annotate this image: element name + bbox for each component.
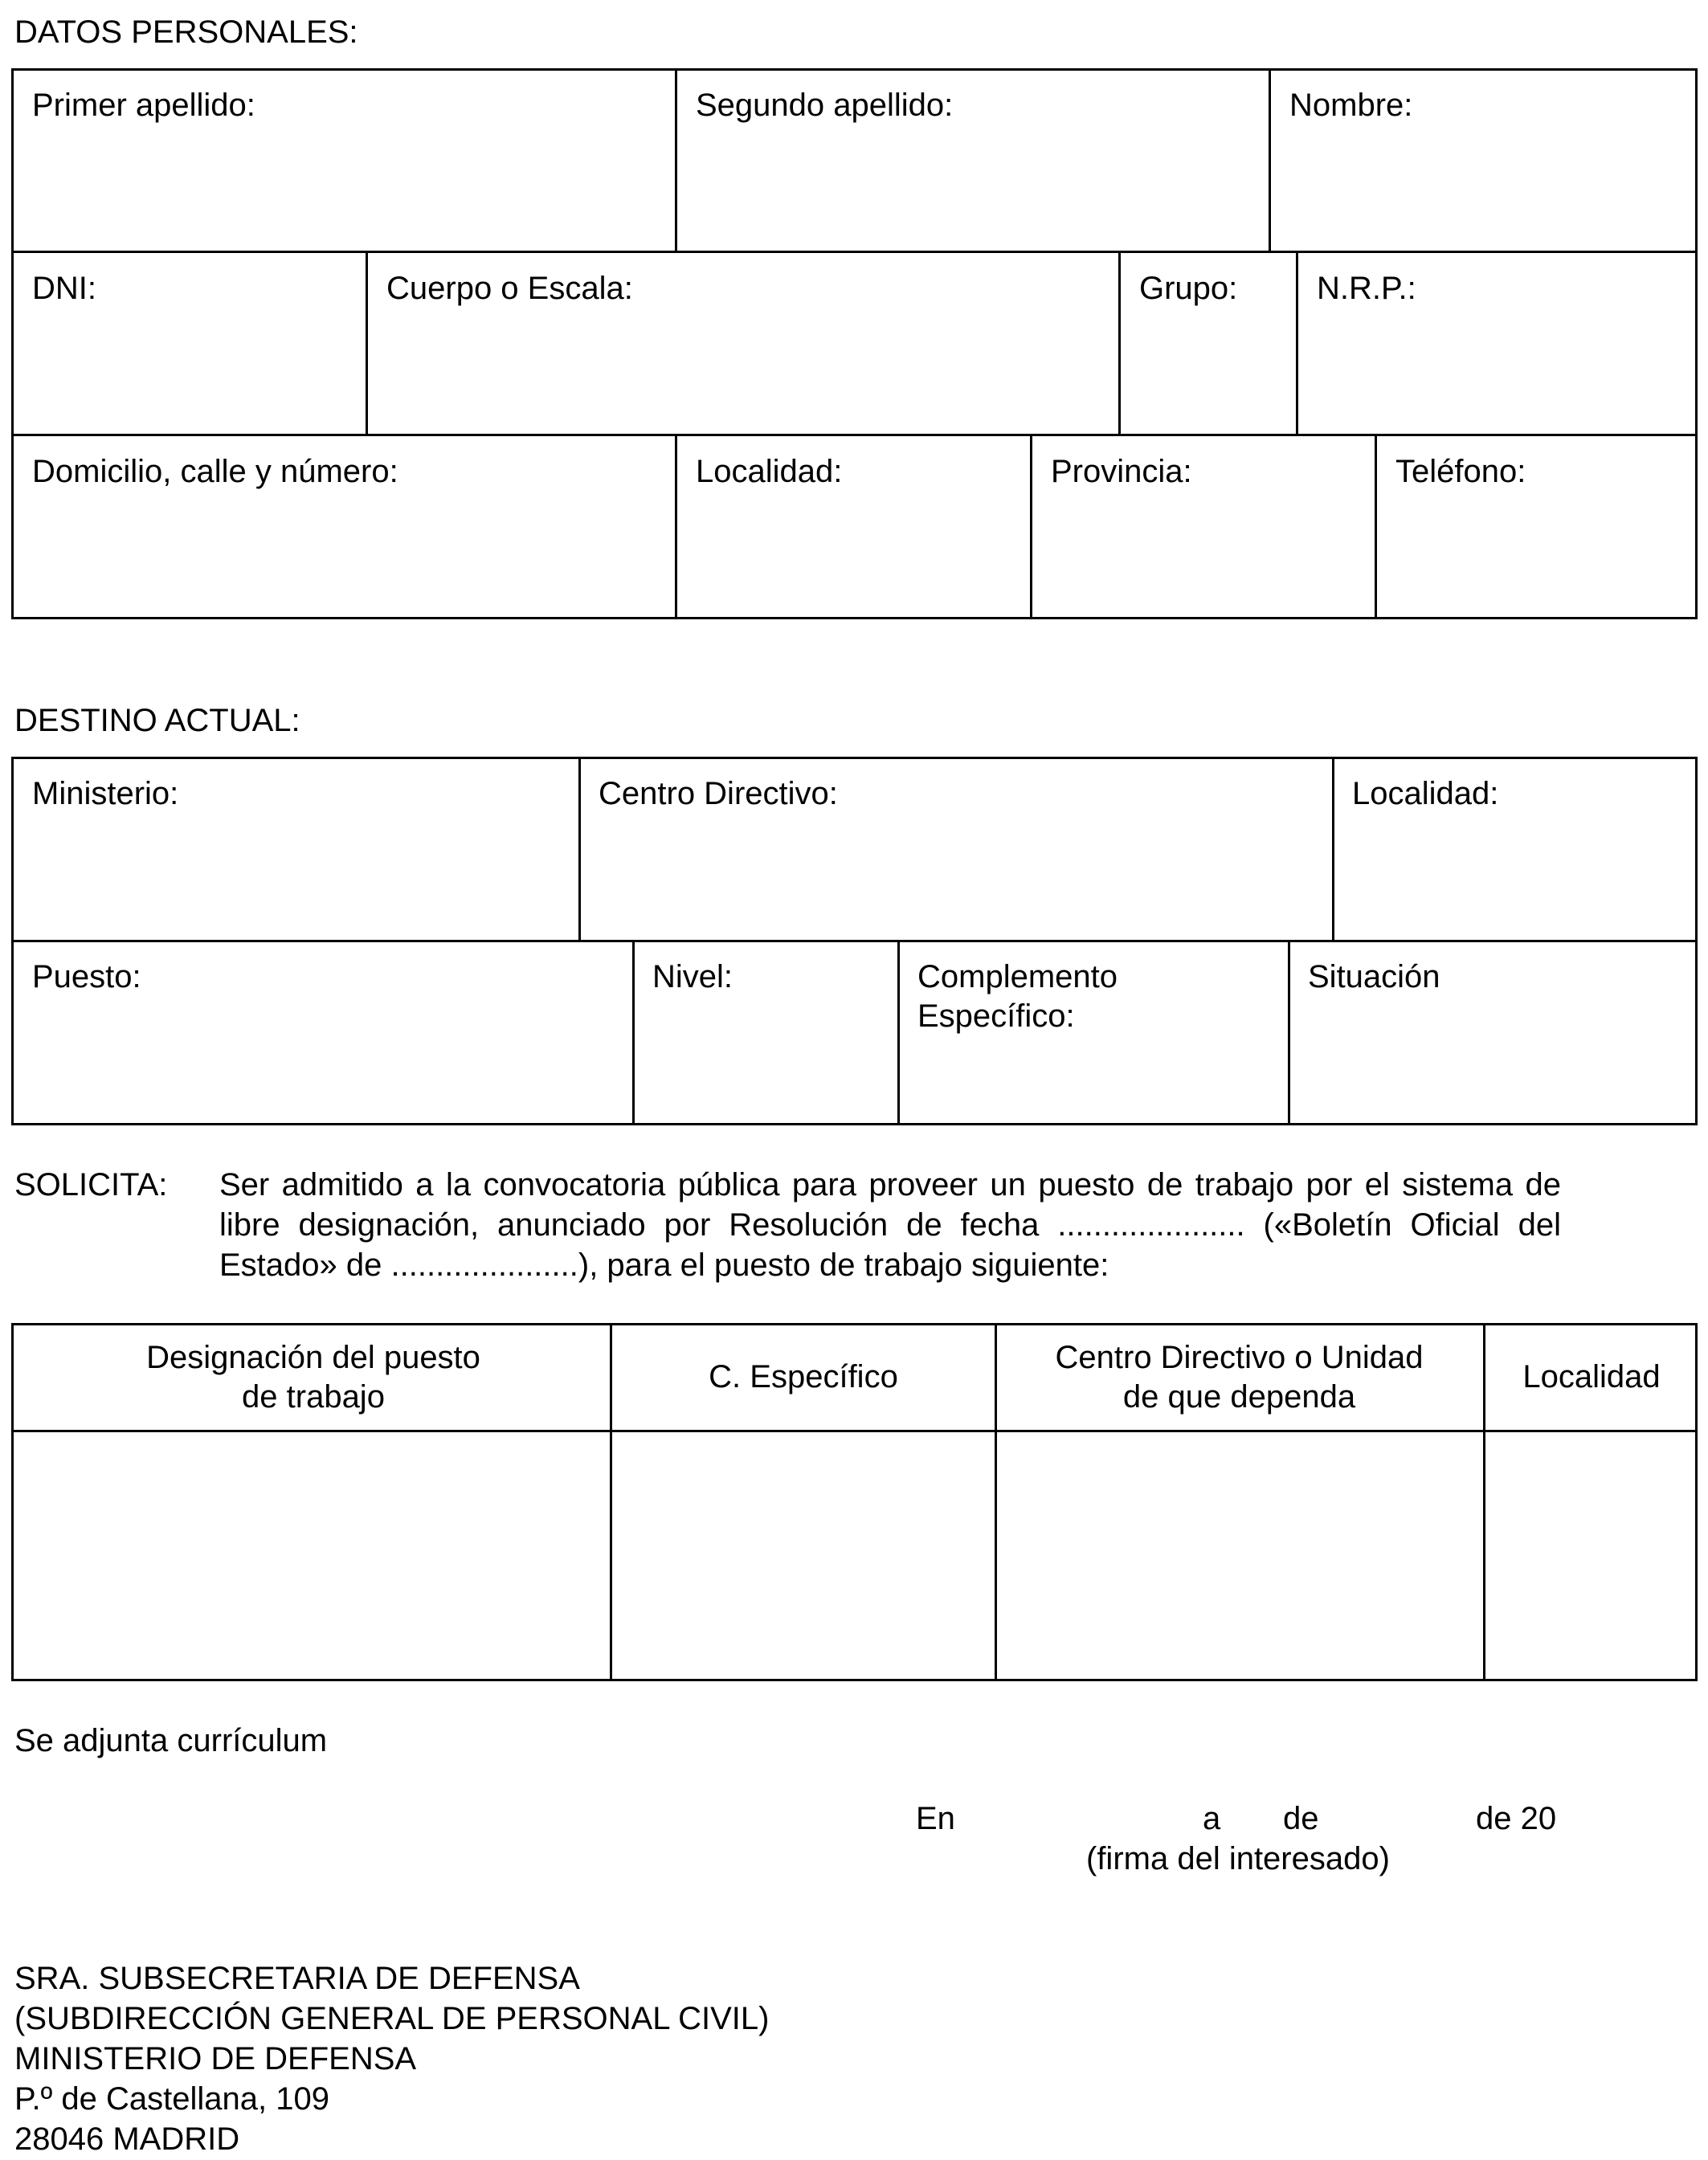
field-provincia[interactable]: Provincia:: [1051, 454, 1192, 489]
solicita-text: Ser admitido a la convocatoria pública para proveer un puesto de trabajo por el sistema de libre designación, anunciado por Resolución de fecha ..................... («Boletín Oficial del Estado» de .....................), para el puesto de trabajo siguiente:: [219, 1167, 1561, 1283]
firma-note: (firma del interesado): [1086, 1841, 1390, 1876]
table-divider: [11, 1430, 1698, 1432]
address-line: 28046 MADRID: [14, 2121, 240, 2157]
field-primer-apellido[interactable]: Primer apellido:: [32, 88, 255, 123]
column-header-localidad: Localidad: [1522, 1359, 1661, 1394]
field-nombre[interactable]: Nombre:: [1289, 88, 1413, 123]
field-puesto[interactable]: Puesto:: [32, 959, 141, 994]
column-header-designacion: Designación del puesto de trabajo: [146, 1340, 480, 1415]
firma-en: En: [916, 1801, 955, 1836]
table-divider: [1030, 434, 1032, 619]
curriculum-note: Se adjunta currículum: [14, 1723, 328, 1758]
field-dni[interactable]: DNI:: [32, 271, 96, 306]
field-centro-directivo[interactable]: Centro Directivo:: [599, 776, 838, 811]
table-divider: [366, 251, 368, 435]
table-divider: [1269, 68, 1271, 251]
column-header-c-especifico: C. Específico: [709, 1359, 898, 1394]
address-line: (SUBDIRECCIÓN GENERAL DE PERSONAL CIVIL): [14, 2001, 770, 2036]
table-divider: [1296, 251, 1298, 435]
table-divider: [1288, 940, 1290, 1125]
table-divider: [11, 434, 1698, 436]
field-nrp[interactable]: N.R.P.:: [1317, 271, 1416, 306]
firma-de: de: [1283, 1801, 1319, 1836]
table-divider: [632, 940, 635, 1125]
address-line: P.º de Castellana, 109: [14, 2081, 329, 2117]
datos-personales-table: [11, 68, 1698, 619]
table-divider: [675, 434, 677, 619]
table-divider: [897, 940, 900, 1125]
table-divider: [1118, 251, 1121, 435]
table-divider: [11, 251, 1698, 253]
table-divider: [995, 1323, 997, 1681]
table-divider: [1375, 434, 1377, 619]
field-cuerpo-escala[interactable]: Cuerpo o Escala:: [386, 271, 633, 306]
section-heading-destino-actual: DESTINO ACTUAL:: [14, 703, 300, 738]
field-domicilio[interactable]: Domicilio, calle y número:: [32, 454, 398, 489]
field-telefono[interactable]: Teléfono:: [1395, 454, 1526, 489]
table-divider: [578, 757, 581, 941]
column-header-centro-directivo: Centro Directivo o Unidad de que dependa: [1055, 1340, 1424, 1415]
field-localidad[interactable]: Localidad:: [696, 454, 843, 489]
firma-de-20: de 20: [1476, 1801, 1557, 1836]
section-heading-datos-personales: DATOS PERSONALES:: [14, 14, 358, 50]
table-divider: [675, 68, 677, 251]
solicita-label: SOLICITA:: [14, 1167, 168, 1202]
table-divider: [11, 940, 1698, 942]
field-grupo[interactable]: Grupo:: [1139, 271, 1238, 306]
field-segundo-apellido[interactable]: Segundo apellido:: [696, 88, 954, 123]
field-localidad-destino[interactable]: Localidad:: [1352, 776, 1499, 811]
field-ministerio[interactable]: Ministerio:: [32, 776, 179, 811]
firma-a: a: [1203, 1801, 1221, 1836]
field-nivel[interactable]: Nivel:: [652, 959, 733, 994]
field-complemento-especifico[interactable]: Complemento Específico:: [917, 959, 1118, 1034]
address-line: SRA. SUBSECRETARIA DE DEFENSA: [14, 1961, 580, 1996]
table-divider: [1332, 757, 1334, 941]
destinatario-address: [14, 1958, 769, 2159]
field-situacion[interactable]: Situación: [1308, 959, 1440, 994]
address-line: MINISTERIO DE DEFENSA: [14, 2041, 417, 2076]
